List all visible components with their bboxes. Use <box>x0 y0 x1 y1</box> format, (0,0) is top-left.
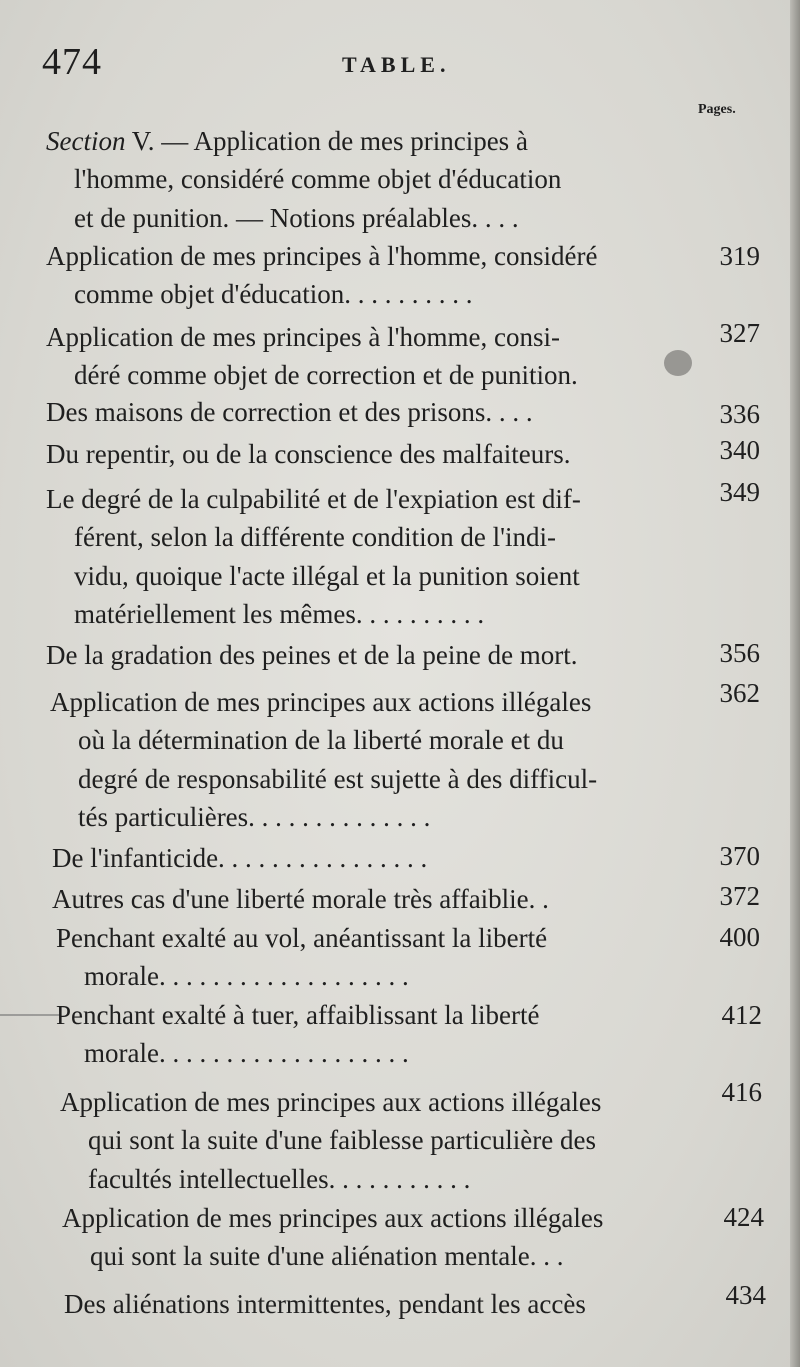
toc-line: vidu, quoique l'acte illégal et la punition soient <box>74 560 580 591</box>
toc-line: Application de mes principes à l'homme, considéré <box>46 241 598 271</box>
toc-page-number: 370 <box>719 840 760 871</box>
toc-page-number: 434 <box>725 1279 766 1310</box>
toc-line: déré comme objet de correction et de punition. 336 <box>46 356 760 394</box>
toc-entry <box>46 480 760 668</box>
toc-page-number: 356 <box>719 637 760 668</box>
toc-line: tés particulières. . . . . . . . . . . . . . 370 <box>50 798 760 836</box>
toc-line: morale. . . . . . . . . . . . . . . . . . . 412 <box>56 957 762 995</box>
toc-line: Section V. — Application de mes principes à <box>46 126 528 156</box>
toc-line: facultés intellectuelles. . . . . . . . . . . 424 <box>60 1160 764 1198</box>
toc-line: Application de mes principes à l'homme, consi- <box>46 322 560 352</box>
toc-page-number: 424 <box>723 1202 764 1233</box>
toc-line: qui sont la suite d'une aliénation mentale. . . 434 <box>62 1237 766 1275</box>
toc-line: Autres cas d'une liberté morale très affaiblie. . 400 <box>52 880 760 918</box>
toc-line: Application de mes principes aux actions illégales <box>62 1203 604 1233</box>
toc-line: Du repentir, ou de la conscience des malfaiteurs. 349 <box>46 435 760 473</box>
toc-entry <box>60 1083 764 1233</box>
page-number: 474 <box>42 41 102 83</box>
toc-line: De la gradation des peines et de la peine de mort. 362 <box>46 636 760 674</box>
scratch-mark <box>0 1014 60 1016</box>
toc-entry <box>46 122 760 272</box>
toc-page-number: 340 <box>719 435 760 466</box>
toc-line: Application de mes principes aux actions illégales <box>50 687 592 717</box>
toc-line: Penchant exalté à tuer, affaiblissant la liberté <box>56 1000 540 1030</box>
toc-page-number: 400 <box>719 922 760 953</box>
running-head: TABLE. <box>342 52 451 77</box>
toc-line: De l'infanticide. . . . . . . . . . . . . . . . 372 <box>52 839 760 877</box>
toc-line: comme objet d'éducation. . . . . . . . . . 327 <box>46 275 760 313</box>
toc-line: degré de responsabilité est sujette à des difficul- <box>78 763 598 794</box>
toc-page-number: 319 <box>719 241 760 272</box>
page-edge <box>790 0 800 1367</box>
toc-page-number: 372 <box>719 881 760 912</box>
toc-page-number: 336 <box>719 398 760 429</box>
toc-entry <box>52 839 760 912</box>
toc-line: matériellement les mêmes. . . . . . . . . . 356 <box>46 595 760 633</box>
toc-line: Application de mes principes aux actions illégales <box>60 1087 602 1117</box>
toc-page-number: 349 <box>719 477 760 508</box>
toc-page-number: 362 <box>719 678 760 709</box>
toc-entry <box>46 237 760 348</box>
toc-line: morale. . . . . . . . . . . . . . . . . . . 416 <box>56 1034 762 1072</box>
toc-line: l'homme, considéré comme objet d'éducation <box>74 164 562 195</box>
toc-entry <box>50 683 760 871</box>
toc-page-number: 416 <box>721 1076 762 1107</box>
toc-line: férent, selon la différente condition de l'indi- <box>74 522 556 553</box>
toc-entry <box>46 393 760 466</box>
toc-line: qui sont la suite d'une faiblesse particulière des <box>88 1125 596 1156</box>
toc-line: et de punition. — Notions préalables. . . . 319 <box>46 199 760 237</box>
toc-line: Penchant exalté au vol, anéantissant la liberté <box>56 923 548 953</box>
toc-entry <box>46 318 760 429</box>
toc-line: où la détermination de la liberté morale et du <box>78 725 564 756</box>
toc-page-number: 327 <box>719 317 760 348</box>
toc-line: Des maisons de correction et des prisons. . . . 340 <box>46 393 760 431</box>
pages-column-label: Pages. <box>698 102 736 117</box>
toc-entry <box>64 1285 764 1323</box>
toc-page-number: 412 <box>721 999 762 1030</box>
toc-line: Des aliénations intermittentes, pendant les accès <box>64 1289 586 1319</box>
toc-line: Le degré de la culpabilité et de l'expiation est dif- <box>46 484 581 514</box>
